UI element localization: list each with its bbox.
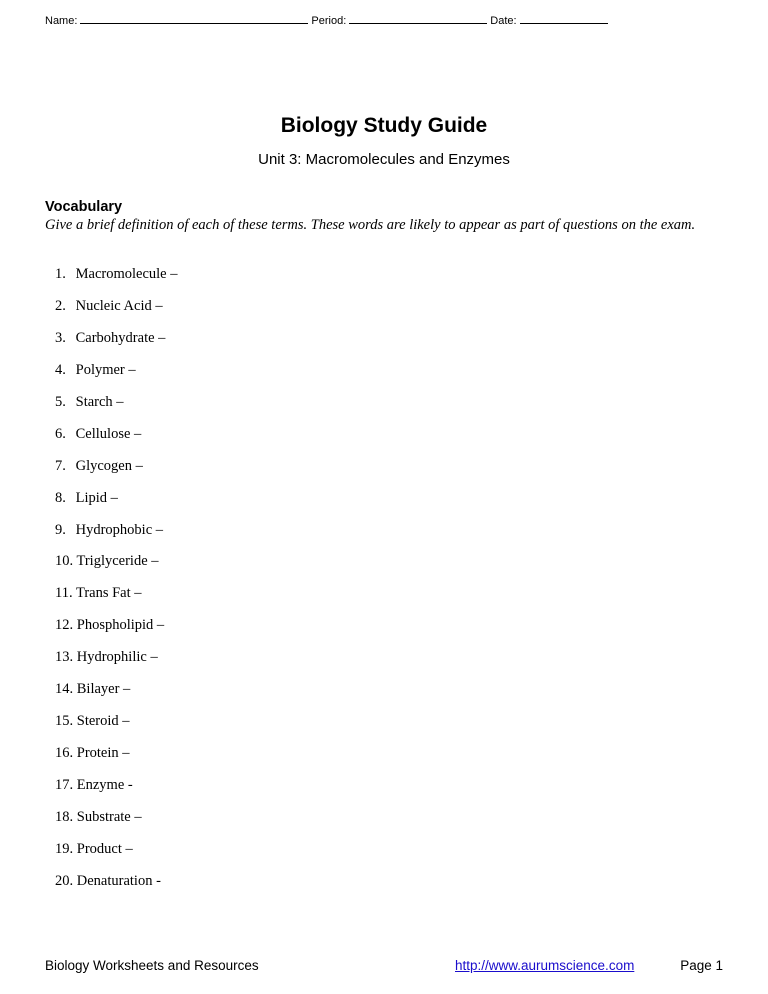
vocabulary-item <box>55 841 178 873</box>
item-number: 13. <box>55 649 74 666</box>
vocabulary-item <box>55 362 178 394</box>
vocabulary-item <box>55 809 178 841</box>
vocabulary-item <box>55 777 178 809</box>
page-title: Biology Study Guide <box>280 114 488 137</box>
item-number: 5. <box>55 393 66 410</box>
name-blank <box>80 12 308 24</box>
item-term: Phospholipid – <box>76 617 165 634</box>
period-blank <box>349 12 487 24</box>
vocabulary-list <box>55 266 178 905</box>
item-term: Hydrophobic – <box>75 521 164 538</box>
item-number: 14. <box>55 681 74 698</box>
page-subtitle: Unit 3: Macromolecules and Enzymes <box>258 151 510 168</box>
vocabulary-item <box>55 553 178 585</box>
item-number: 8. <box>55 489 66 506</box>
item-term: Bilayer – <box>76 681 131 698</box>
item-number: 3. <box>55 329 66 346</box>
footer-link[interactable]: http://www.aurumscience.com <box>455 958 635 973</box>
vocabulary-item <box>55 394 178 426</box>
vocabulary-item <box>55 585 178 617</box>
item-term: Polymer – <box>75 361 136 378</box>
item-term: Nucleic Acid – <box>75 297 163 314</box>
student-info-line <box>45 12 611 27</box>
vocabulary-item <box>55 298 178 330</box>
item-number: 4. <box>55 361 66 378</box>
item-term: Steroid – <box>76 713 130 730</box>
item-term: Trans Fat – <box>75 585 142 602</box>
item-term: Triglyceride – <box>76 553 159 570</box>
item-number: 11. <box>55 585 73 602</box>
item-term: Substrate – <box>76 808 142 825</box>
item-term: Lipid – <box>75 489 118 506</box>
vocabulary-item <box>55 458 178 490</box>
footer-left: Biology Worksheets and Resources <box>45 958 259 973</box>
item-number: 6. <box>55 425 66 442</box>
item-number: 2. <box>55 297 66 314</box>
item-term: Enzyme - <box>76 777 133 793</box>
date-label: Date: <box>490 15 517 27</box>
instructions: Give a brief definition of each of these terms. These words are likely to appear as part of questions on the exam. <box>45 217 696 233</box>
vocabulary-item <box>55 330 178 362</box>
item-number: 19. <box>55 840 74 857</box>
item-number: 1. <box>55 266 66 282</box>
item-term: Hydrophilic – <box>76 649 158 666</box>
item-term: Denaturation - <box>76 872 161 889</box>
item-number: 16. <box>55 745 74 762</box>
item-number: 9. <box>55 521 66 538</box>
date-blank <box>520 12 608 24</box>
item-term: Cellulose – <box>75 425 142 442</box>
vocabulary-item <box>55 426 178 458</box>
item-term: Product – <box>76 840 133 857</box>
name-label: Name: <box>45 15 78 27</box>
item-term: Carbohydrate – <box>75 329 166 346</box>
item-number: 18. <box>55 808 74 825</box>
item-number: 15. <box>55 713 74 730</box>
page-number: Page 1 <box>680 958 723 973</box>
item-number: 12. <box>55 617 74 634</box>
vocabulary-item <box>55 649 178 681</box>
item-number: 20. <box>55 872 74 889</box>
vocabulary-item <box>55 522 178 554</box>
item-term: Macromolecule – <box>75 266 178 282</box>
vocabulary-item <box>55 873 178 905</box>
period-label: Period: <box>311 15 347 27</box>
item-term: Protein – <box>76 745 130 762</box>
vocabulary-item <box>55 266 178 298</box>
vocabulary-item <box>55 490 178 522</box>
vocabulary-item <box>55 681 178 713</box>
item-term: Glycogen – <box>75 457 143 474</box>
section-heading: Vocabulary <box>45 199 123 215</box>
item-term: Starch – <box>75 393 124 410</box>
item-number: 7. <box>55 457 66 474</box>
vocabulary-item <box>55 713 178 745</box>
item-number: 17. <box>55 777 74 793</box>
vocabulary-item <box>55 617 178 649</box>
vocabulary-item <box>55 745 178 777</box>
item-number: 10. <box>55 553 74 570</box>
